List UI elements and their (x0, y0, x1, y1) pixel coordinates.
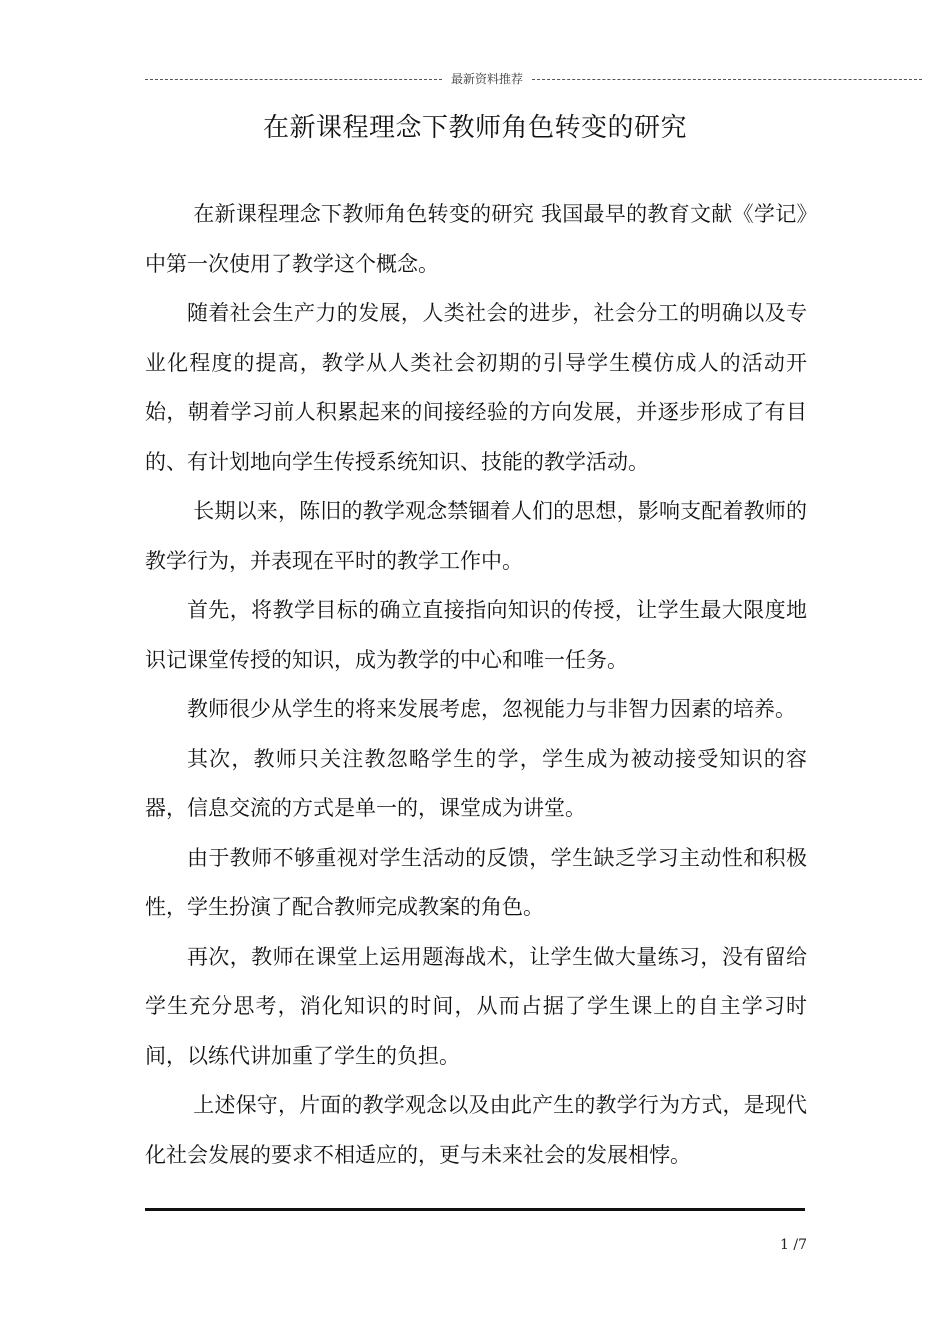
header-divider-right (532, 79, 922, 80)
header-divider-left (145, 79, 442, 80)
paragraph: 教师很少从学生的将来发展考虑，忽视能力与非智力因素的培养。 (187, 697, 796, 721)
footer-divider (145, 1208, 805, 1211)
paragraph: 再次，教师在课堂上运用题海战术，让学生做大量练习，没有留给学生充分思考，消化知识的时间，从而占据了学生课上的自主学习时间，以练代讲加重了学生的负担。 (145, 944, 807, 1068)
page-number: 1 /7 (780, 1237, 807, 1253)
paragraph: 上述保守，片面的教学观念以及由此产生的教学行为方式，是现代化社会发展的要求不相适应的，更与未来社会的发展相悖。 (145, 1093, 807, 1167)
paragraph: 在新课程理念下教师角色转变的研究 我国最早的教育文献《学记》中第一次使用了教学这个概念。 (145, 202, 807, 276)
paragraph: 首先，将教学目标的确立直接指向知识的传授，让学生最大限度地识记课堂传授的知识，成为教学的中心和唯一任务。 (145, 598, 807, 672)
paragraph: 其次，教师只关注教忽略学生的学，学生成为被动接受知识的容器，信息交流的方式是单一的，课堂成为讲堂。 (145, 746, 807, 820)
paragraph: 随着社会生产力的发展，人类社会的进步，社会分工的明确以及专业化程度的提高，教学从人类社会初期的引导学生模仿成人的活动开始，朝着学习前人积累起来的间接经验的方向发展，并逐步形成了有目的、有计划地向学生传授系统知识、技能的教学活动。 (145, 301, 807, 474)
paragraph: 长期以来，陈旧的教学观念禁锢着人们的思想，影响支配着教师的教学行为，并表现在平时的教学工作中。 (145, 499, 807, 573)
document-title: 在新课程理念下教师角色转变的研究 (262, 113, 687, 143)
header-label: 最新资料推荐 (450, 72, 523, 86)
paragraph: 由于教师不够重视对学生活动的反馈，学生缺乏学习主动性和积极性，学生扮演了配合教师完成教案的角色。 (145, 845, 807, 919)
document-body (145, 190, 807, 1180)
